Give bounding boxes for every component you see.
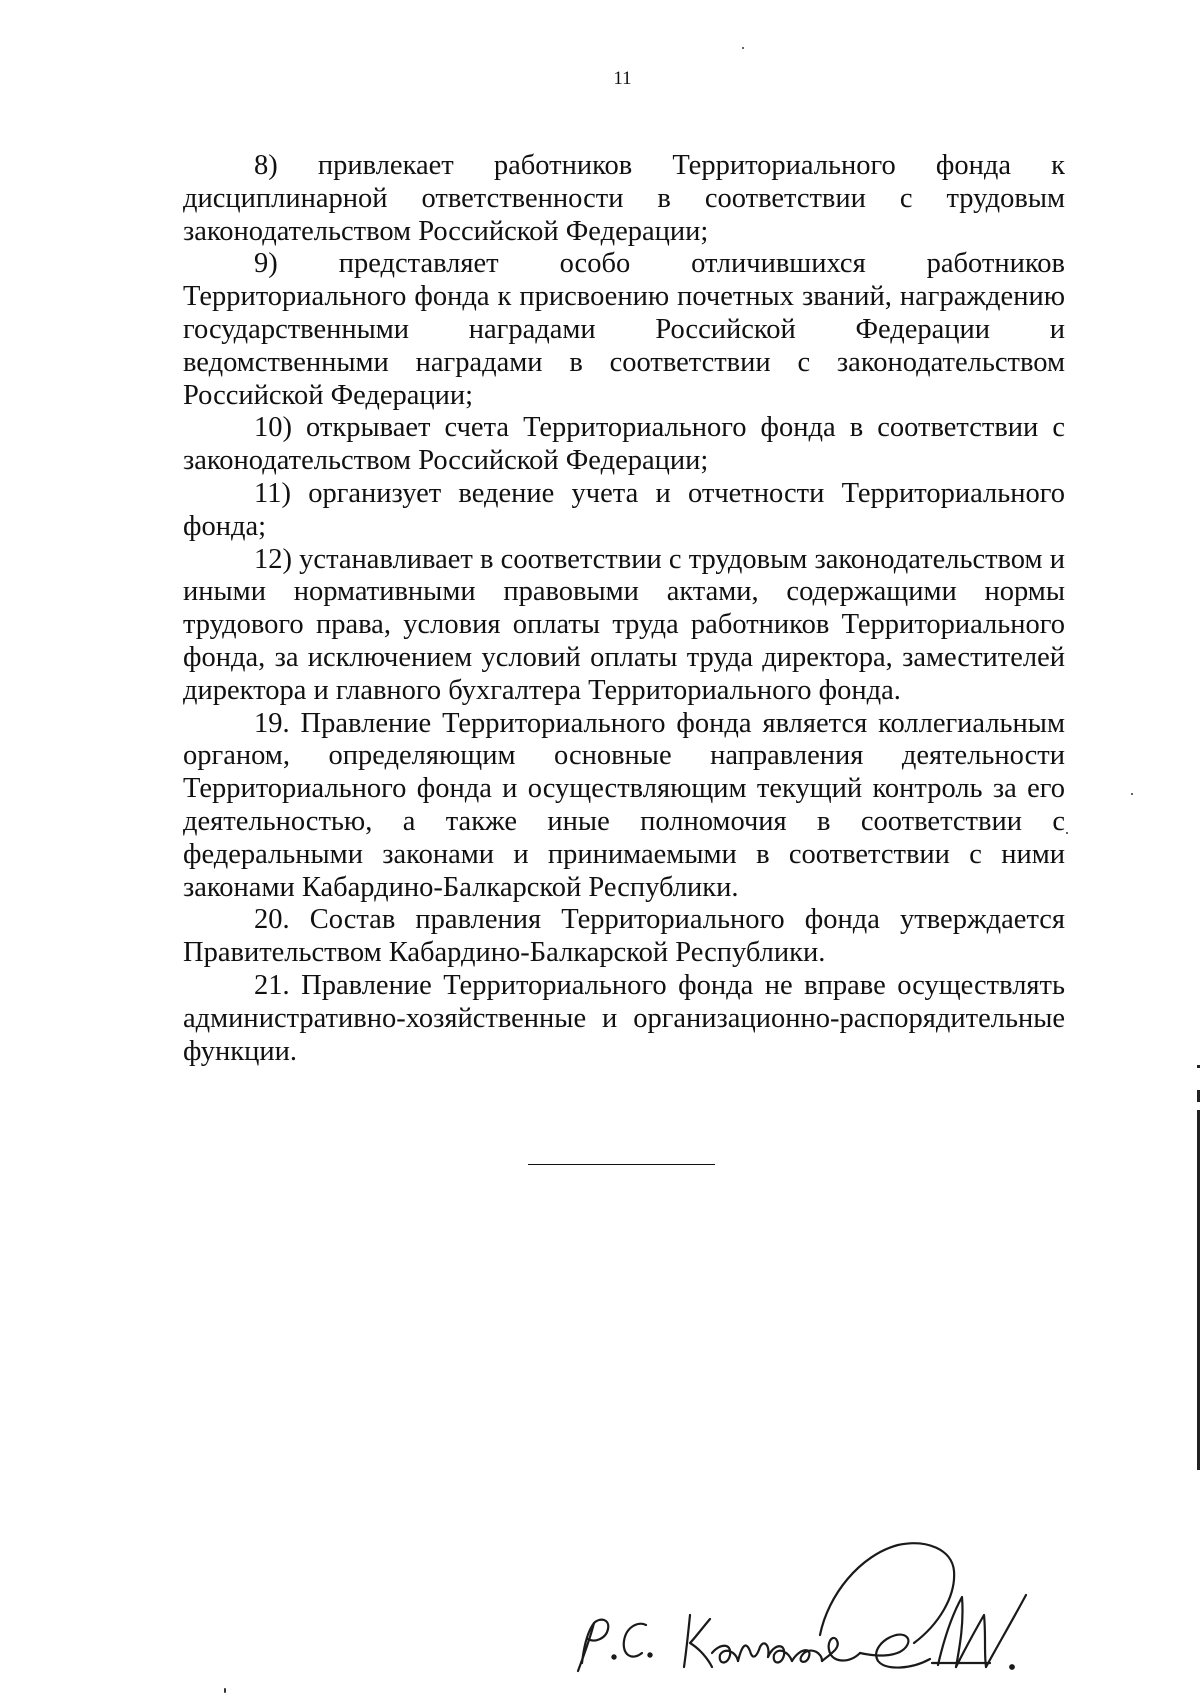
page-number: 11	[613, 68, 632, 89]
handwritten-signature	[560, 1535, 1040, 1685]
scan-speck	[742, 47, 744, 49]
paragraph-clause-20: 20. Состав правления Территориального фонда утверждается Правительством Кабардино-Балкарской Республики.	[183, 904, 1065, 969]
document-body	[183, 150, 1065, 1068]
paragraph-item-12: 12) устанавливает в соответствии с трудовым законодательством и иными нормативными правовыми актами, содержащими нормы трудового права, условия оплаты труда работников Территориального фонда, за исключением условий оплаты труда директора, заместителей директора и главного бухгалтера Территориального фонда.	[183, 543, 1065, 706]
scan-speck	[1131, 793, 1133, 795]
end-separator-line	[528, 1164, 715, 1165]
paragraph-clause-21: 21. Правление Территориального фонда не вправе осуществлять административно-хозяйственные и организационно-распорядительные функции.	[183, 969, 1065, 1067]
paragraph-clause-19: 19. Правление Территориального фонда является коллегиальным органом, определяющим основные направления деятельности Территориального фонда и осуществляющим текущий контроль за его деятельностью, а также иные полномочия в соответствии с федеральными законами и принимаемыми в соответствии с ними законами Кабардино-Балкарской Республики.	[183, 707, 1065, 903]
paragraph-item-10: 10) открывает счета Территориального фонда в соответствии с законодательством Российской Федерации;	[183, 412, 1065, 477]
paragraph-item-8: 8) привлекает работников Территориального фонда к дисциплинарной ответственности в соответствии с трудовым законодательством Российской Федерации;	[183, 150, 1065, 247]
scan-speck	[1066, 832, 1068, 834]
paragraph-item-9: 9) представляет особо отличившихся работников Территориального фонда к присвоению почетных званий, награждению государственными наградами Российской Федерации и ведомственными наградами в соответствии с законодательством Российской Федерации;	[183, 248, 1065, 411]
paragraph-item-11: 11) организует ведение учета и отчетности Территориального фонда;	[183, 477, 1065, 542]
scan-speck	[224, 1688, 226, 1693]
